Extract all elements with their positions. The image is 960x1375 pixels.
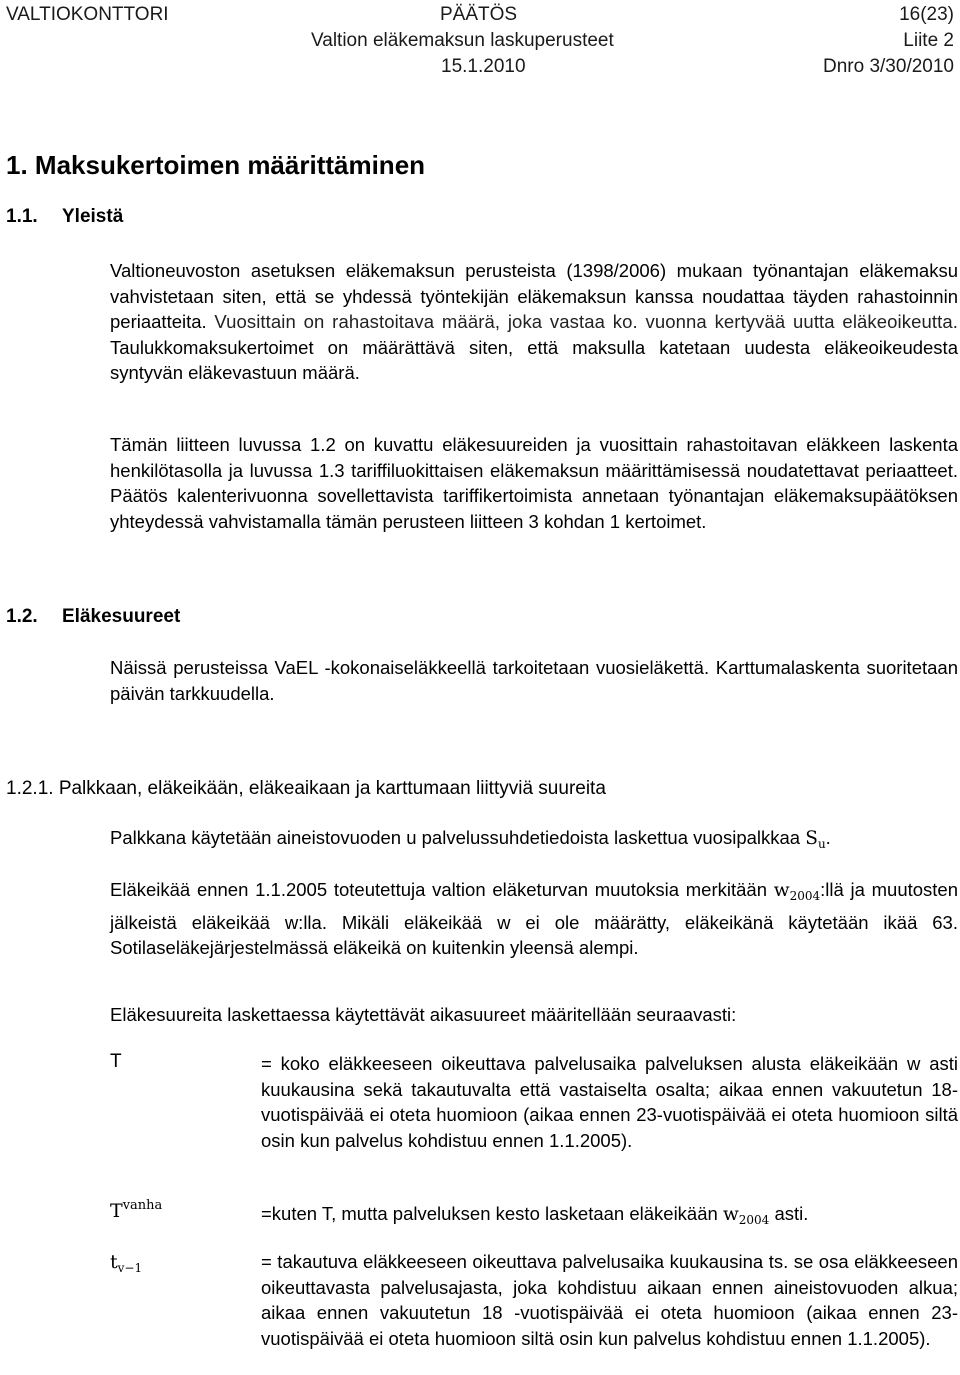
header-date: 15.1.2010 [441,56,526,77]
section-number-1-1: 1.1. [6,206,38,227]
definition-text-T: = koko eläkkeeseen oikeuttava palvelusaika palveluksen alusta eläkeikään w asti kuukausina sekä takautuvalta että vastaiselta osalta; aikaa ennen vakuutetun 18-vuotispäivää ei oteta huomioon (aikaa ennen 23-vuotispäivää ei oteta huomioon siltä osin kun palvelus kohdistuu ennen 1.1.2005). [261,1053,958,1151]
salary-end: . [825,827,831,848]
paragraph-pension-quantities: Näissä perusteissa VaEL -kokonaiseläkkeellä tarkoitetaan vuosieläkettä. Karttumalaskenta suoritetaan päivän tarkkuudella. [110,657,958,704]
definition-text-T-vanha-2: asti. [769,1203,809,1224]
paragraph-general-1-c: Taulukkomaksukertoimet on määrättävä siten, että maksulla katetaan uudesta eläkeoikeudesta syntyvän eläkevastuun määrä. [110,336,958,383]
header-record-number: Dnro 3/30/2010 [823,56,954,77]
paragraph-general-1-a: Valtioneuvoston asetuksen eläkemaksun perusteista (1398/2006) mukaan työnantajan eläkemaksu vahvistetaan siten, että se yhdessä työntekijän eläkemaksun kanssa noudattaa täyden rahastoinnin periaatteita. [110,260,958,332]
section-title-1-2: Eläkesuureet [62,606,181,627]
age-symbol-w2004: $w_{2004}$ [773,880,821,903]
paragraph-salary [110,825,958,858]
header-org: VALTIOKONTTORI [6,4,169,25]
definition-symbol-t-v-1: $t_{v-1}$ [110,1251,143,1275]
definition-symbol-T: T [110,1051,122,1072]
salary-symbol: $S_u$ [805,828,826,851]
header-page-number: 16(23) [899,4,954,25]
paragraph-retirement-age [110,877,958,961]
age-text-2: :llä ja muutosten jälkeistä eläkeikää w:lla. Mikäli eläkeikää w ei ole määrätty, eläkeikänä käytetään ikää 63. Sotilaseläkejärjestelmässä eläkeikä on kuitenkin yleensä alempi. [110,879,958,958]
section-heading-1-2-1: 1.2.1. Palkkaan, eläkeikään, eläkeaikaan ja karttumaan liittyviä suureita [6,778,606,799]
header-doc-type: PÄÄTÖS [440,4,518,25]
definition-symbol-T-vanha: $T^{vanha}$ [110,1198,163,1222]
definition-symbol-w2004: $w_{2004}$ [722,1204,770,1227]
definition-text-T-vanha-1: =kuten T, mutta palveluksen kesto lasketaan eläkeikään [261,1203,718,1224]
paragraph-time-quantities-intro: Eläkesuureita laskettaessa käytettävät aikasuureet määritellään seuraavasti: [110,1004,737,1025]
definition-text-t-v-1: = takautuva eläkkeeseen oikeuttava palvelusaika kuukausina ts. se osa eläkkeeseen oikeuttavasta palvelusajasta, joka kohdistuu aikaan ennen aineistovuoden alkua; aikaa ennen vakuutetun 18 -vuotispäivää ei oteta huomioon (aikaa ennen 23-vuotispäivää ei oteta huomioon siltä osin kun palvelus kohdistuu ennen 1.1.2005). [261,1251,958,1349]
header-attachment: Liite 2 [903,30,954,51]
paragraph-general-2: Tämän liitteen luvussa 1.2 on kuvattu eläkesuureiden ja vuosittain rahastoitavan eläkkeen laskenta henkilötasolla ja luvussa 1.3 tariffiluokittaisen eläkemaksun määrittämisessä noudatettavat periaatteet. Päätös kalenterivuonna sovellettavista tariffikertoimista annetaan työnantajan eläkemaksupäätöksen yhteydessä vahvistamalla tämän perusteen liitteen 3 kohdan 1 kertoimet. [110,434,958,532]
section-title-1-1: Yleistä [62,206,124,227]
section-heading-1: 1. Maksukertoimen määrittäminen [6,150,426,180]
header-doc-title: Valtion eläkemaksun laskuperusteet [311,30,614,51]
paragraph-general-1-b: Vuosittain on rahastoitava määrä, joka vastaa ko. vuonna kertyvää uutta eläkeoikeutta. [214,311,958,332]
age-text-1: Eläkeikää ennen 1.1.2005 toteutettuja valtion eläketurvan muutoksia merkitään [110,879,767,900]
section-number-1-2: 1.2. [6,606,38,627]
salary-text: Palkkana käytetään aineistovuoden u palvelussuhdetiedoista laskettua vuosipalkkaa [110,827,801,848]
paragraph-general-1 [110,258,958,386]
definition-text-T-vanha [261,1201,958,1234]
